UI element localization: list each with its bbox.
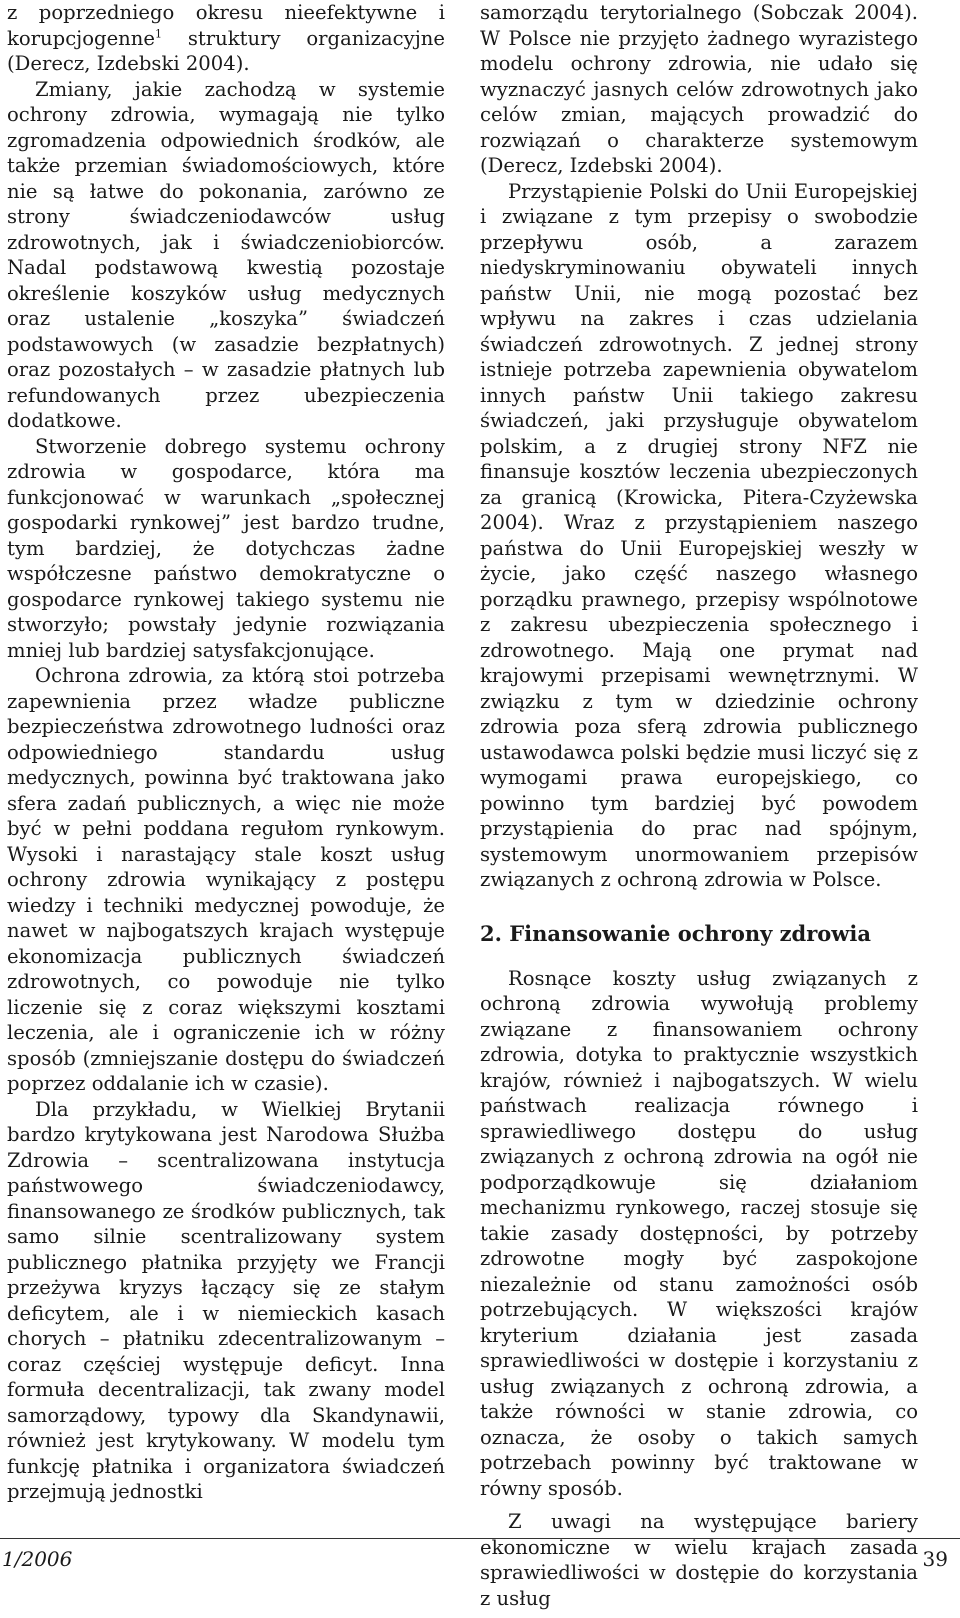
paragraph: Rosnące koszty usług związanych z ochroną zdrowia wywołują problemy związane z finansowaniem ochrony zdrowia, dotyka to praktycznie wszystkich krajów, również i najbogatszych. W wielu państwach realizacja równego i sprawiedliwego dostępu do usług związanych z ochroną zdrowia na ogół nie podporządkowuje się działaniom mechanizmu rynkowego, raczej stosuje się takie zasady dostępności, by potrzeby zdrowotne mogły być zaspokojone niezależnie od stanu zamożności osób potrzebujących. W większości krajów kryterium działania jest zasada sprawiedliwości w dostępie i korzystaniu z usług związanych z ochroną zdrowia, a także równości w stanie zdrowia, co oznacza, że osoby o takich samych potrzebach powinny być traktowane w równy sposób. (480, 966, 918, 1500)
right-column (480, 0, 918, 1610)
paragraph-text: struktury organizacyjne (Derecz, Izdebski 2004). (7, 26, 445, 75)
paragraph: Przystąpienie Polski do Unii Europejskiej i związane z tym przepisy o swobodzie przepływu osób, a zarazem niedyskryminowaniu obywateli innych państw Unii, nie mogą pozostać bez wpływu na zakres i czas udzielania świadczeń zdrowotnych. Z jednej strony istnieje potrzeba zapewnienia obywatelom innych państw Unii takiego zakresu świadczeń, jaki przysługuje obywatelom polskim, a z drugiej strony NFZ nie finansuje kosztów leczenia ubezpieczonych za granicą (Krowicka, Pitera-Czyżewska 2004). Wraz z przystąpieniem naszego państwa do Unii Europejskiej weszły w życie, jako część naszego własnego porządku prawnego, przepisy wspólnotowe z zakresu ubezpieczenia społecznego i zdrowotnego. Mają one prymat nad krajowymi przepisami wewnętrznymi. W związku z tym w dziedzinie ochrony zdrowia poza sferą zdrowia publicznego ustawodawca polski będzie musi liczyć się z wymogami prawa europejskiego, co powinno tym bardziej być powodem przystąpienia do prac nad spójnym, systemowym unormowaniem przepisów związanych z ochroną zdrowia w Polsce. (480, 179, 918, 891)
page-number: 39 (922, 1547, 948, 1571)
paragraph: Stworzenie dobrego systemu ochrony zdrowia w gospodarce, która ma funkcjonować w warunkach „społecznej gospodarki rynkowej” jest bardzo trudne, tym bardziej, że dotychczas żadne współczesne państwo demokratyczne o gospodarce rynkowej takiego systemu nie stworzyło; powstały jedynie rozwiązania mniej lub bardziej satysfakcjonujące. (7, 434, 445, 662)
left-column (7, 0, 445, 1503)
footnote-marker: 1 (155, 26, 163, 40)
paragraph-continued (7, 0, 445, 77)
section-heading: 2. Finansowanie ochrony zdrowia (480, 920, 871, 946)
issue-number: 1/2006 (2, 1547, 73, 1571)
paragraph-text: z poprzedniego okresu nieefektywne i korupcjogenne (7, 1, 445, 50)
footer-rule (0, 1538, 960, 1539)
paragraph: Dla przykładu, w Wielkiej Brytanii bardzo krytykowana jest Narodowa Służba Zdrowia – scentralizowana instytucja państwowego świadczeniodawcy, finansowanego ze środków publicznych, tak samo silnie scentralizowany system publicznego płatnika przyjęty we Francji przeżywa kryzys łączący się ze stałym deficytem, ale i w niemieckich kasach chorych – płatniku zdecentralizowanym – coraz częściej występuje deficyt. Inna formuła decentralizacji, tak zwany model samorządowy, typowy dla Skandynawii, również jest krytykowany. W modelu tym funkcję płatnika i organizatora świadczeń przejmują jednostki (7, 1097, 445, 1503)
paragraph: Ochrona zdrowia, za którą stoi potrzeba zapewnienia przez władze publiczne bezpieczeństwa zdrowotnego ludności oraz odpowiedniego standardu usług medycznych, powinna być traktowana jako sfera zadań publicznych, a więc nie może być w pełni poddana regułom rynkowym. Wysoki i narastający stale koszt usług ochrony zdrowia wynikający z postępu wiedzy i techniki medycznej powoduje, że nawet w najbogatszych krajach występuje ekonomizacja publicznych świadczeń zdrowotnych, co powoduje nie tylko liczenie się z coraz większymi kosztami leczenia, ale i ograniczenie ich w różny sposób (zmniejszanie dostępu do świadczeń poprzez oddalanie ich w czasie). (7, 664, 445, 1095)
paragraph: Zmiany, jakie zachodzą w systemie ochrony zdrowia, wymagają nie tylko zgromadzenia odpowiednich środków, ale także przemian świadomościowych, które nie są łatwe do pokonania, zarówno ze strony świadczeniodawców usług zdrowotnych, jak i świadczeniobiorców. Nadal podstawową kwestią pozostaje określenie koszyków usług medycznych oraz ustalenie „koszyka” świadczeń podstawowych (w zasadzie bezpłatnych) oraz pozostałych – w zasadzie płatnych lub refundowanych przez ubezpieczenia dodatkowe. (7, 77, 445, 432)
paragraph-continued: samorządu terytorialnego (Sobczak 2004). W Polsce nie przyjęto żadnego wyrazistego modelu ochrony zdrowia, nie udało się wyznaczyć jasnych celów zdrowotnych jako celów zmian, mających prowadzić do rozwiązań o charakterze systemowym (Derecz, Izdebski 2004). (480, 1, 918, 177)
paragraph: Z uwagi na występujące bariery ekonomiczne w wielu krajach zasada sprawiedliwości w dostępie do korzystania z usług (480, 1510, 918, 1610)
